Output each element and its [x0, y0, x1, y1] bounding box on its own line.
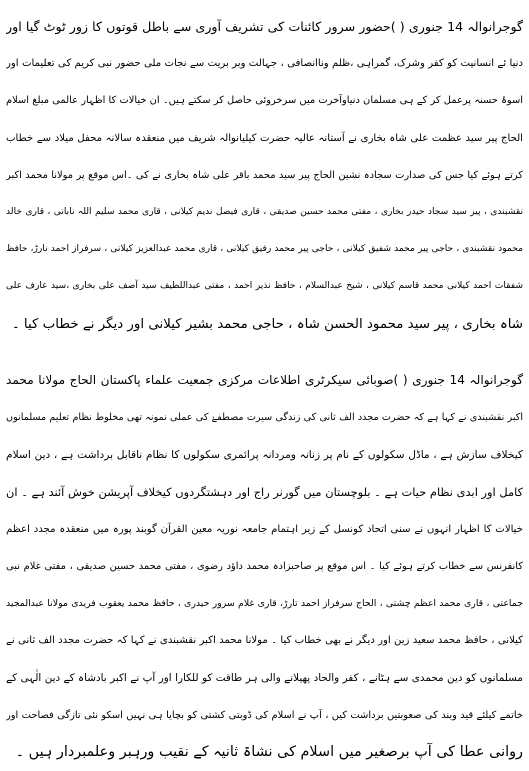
text-line: کرتے ہوئے کیا جس کی صدارت سجادہ نشین الحاج پیر سید محمد باقر علی شاہ بخاری نے کی ۔اس موقع پر مولانا محمد اکبر	[6, 169, 523, 181]
text-line: روانی عطا کی آپ برصغیر میں اسلام کی نشاۃ ثانیہ کے نقیب ورہبر وعلمبردار ہیں ۔	[15, 743, 523, 760]
text-line: شاہ بخاری ، پیر سید محمود الحسن شاہ ، حاجی محمد بشیر کیلانی اور دیگر نے خطاب کیا ۔	[11, 316, 523, 332]
text-line: کامل اور ابدی نظام حیات ہے ۔ بلوچستان میں گورنر راج اور دہشتگردوں کیخلاف آپریشن خوش آئند ہے ۔ ان	[6, 484, 523, 499]
text-line: خیالات کا اظہار انہوں نے سنی اتحاد کونسل کے زیر اہتمام جامعہ نوریہ معین القرآن گوبند پورہ میں منعقدہ مجدد اعظم	[6, 523, 523, 535]
news-item-2	[6, 362, 523, 771]
text-line: خاتمے کیلئے قید وبند کی صعوبتیں برداشت کیں ، آپ نے اسلام کی ڈوبتی کشتی کو بچایا ہی نہیں اسکو نئی تازگی فصاحت اور	[6, 709, 523, 721]
text-line: گوجرانوالہ 14 جنوری ( )حضور سرور کائنات کی تشریف آوری سے باطل قوتوں کا زور ٹوٹ گیا اور	[6, 19, 523, 34]
news-item-1	[6, 8, 523, 343]
text-line: مسلمانوں کو دین محمدی سے ہٹانے ، کفر والحاد پھیلانے والی ہر طاقت کو للکارا اور آپ نے اکبر بادشاہ کے دین الٰہی کے	[6, 671, 523, 684]
text-line: شفقات احمد کیلانی محمد قاسم کیلانی ، شیخ عبدالسلام ، حافظ نذیر احمد ، مفتی عبداللطیف سید آصف علی بخاری ،سید عارف علی	[6, 281, 523, 292]
text-line: کیلانی ، حافظ محمد سعید زین اور دیگر نے بھی خطاب کیا ۔ مولانا محمد اکبر نقشبندی نے کہا کہ حضرت مجدد الف ثانی نے	[6, 635, 523, 647]
text-line: الحاج پیر سید عظمت علی شاہ بخاری نے آستانہ عالیہ حضرت کیلیانوالہ شریف میں منعقدہ سالانہ محفل میلاد سے خطاب	[6, 132, 523, 144]
text-line: اکبر نقشبندی نے کہا ہے کہ حضرت مجدد الف ثانی کی زندگی سیرت مصطفےٰ کی عملی نمونہ تھی مخلوط نظام تعلیم مسلمانوں	[6, 412, 523, 424]
text-line: جماعتی ، قاری محمد اعظم چشتی ، الحاج سرفراز احمد تارڑ، قاری غلام سرور حیدری ، حافظ محمد یعقوب فریدی مولانا عبدالمجید	[6, 598, 523, 610]
text-line: نقشبندی ، پیر سید سجاد حیدر بخاری ، مفتی محمد حسین صدیقی ، قاری فیصل ندیم کیلانی ، قاری محمد سلیم اللہ نابانی ، قاری خالد	[6, 206, 523, 217]
text-line: محمود نقشبندی ، حاجی پیر محمد شفیق کیلانی ، حاجی پیر محمد رفیق کیلانی ، قاری محمد عبدالعزیز کیلانی ، سرفراز احمد نارڑ، حافظ	[6, 244, 523, 255]
text-line: کیخلاف سازش ہے ، ماڈل سکولوں کے نام پر زنانہ ومردانہ پرائمری سکولوں کا نظام ناقابل برداشت ہے ، دین اسلام	[6, 448, 523, 462]
text-line: گوجرانوالہ 14 جنوری ( )صوبائی سیکرٹری اطلاعات مرکزی جمعیت علماء پاکستان الحاج مولانا محمد	[6, 373, 523, 387]
text-line: کانفرنس سے خطاب کرتے ہوئے کیا ۔ اس موقع پر صاحبزادہ محمد داؤد رضوی ، مفتی محمد حسین صدیقی ، مفتی غلام نبی	[6, 560, 523, 572]
text-line: دنیا ئے انسانیت کو کفر وشرک، گمراہی ،ظلم وناانصافی ، جہالت وبر بریت سے نجات ملی حضور نبی کریم کی تعلیمات اور	[6, 58, 523, 70]
text-line: اسوۂ حسنہ پرعمل کر کے ہی مسلمان دنیاوآخرت میں سرخروئی حاصل کر سکتے ہیں۔ ان خیالات کا اظہار عالمی مبلغ اسلام	[6, 95, 523, 107]
